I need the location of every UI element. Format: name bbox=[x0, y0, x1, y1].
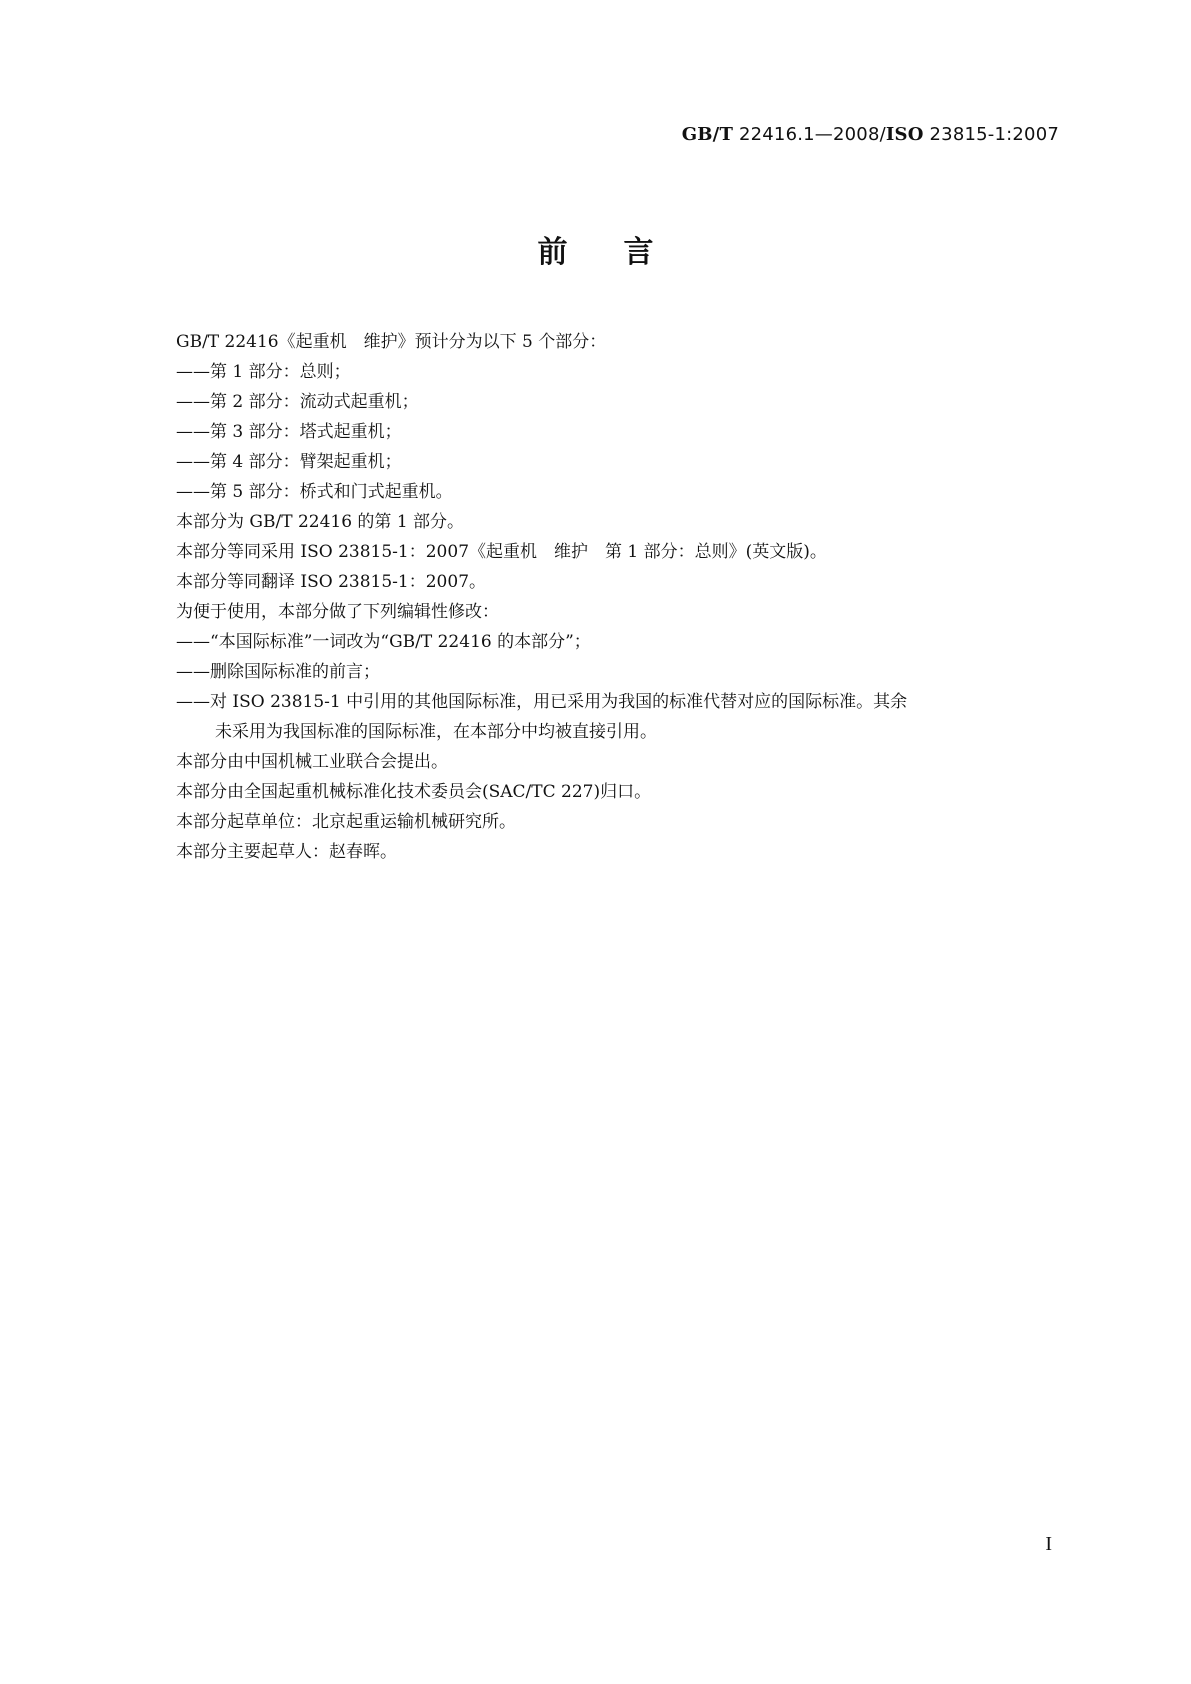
paragraph-line: 本部分等同翻译 ISO 23815-1：2007。 bbox=[176, 572, 487, 592]
foreword-body bbox=[176, 327, 1066, 867]
paragraph-line: 本部分由中国机械工业联合会提出。 bbox=[176, 752, 448, 772]
list-item: ——第 1 部分：总则； bbox=[176, 362, 351, 382]
header-iso-code: ISO bbox=[885, 124, 924, 145]
paragraph-line: 本部分主要起草人：赵春晖。 bbox=[176, 842, 397, 862]
paragraph-line: 本部分起草单位：北京起重运输机械研究所。 bbox=[176, 812, 516, 832]
list-item-continuation: 未采用为我国标准的国际标准，在本部分中均被直接引用。 bbox=[215, 722, 657, 742]
header-gb-number: 22416.1—2008/ bbox=[738, 124, 886, 145]
page-number: I bbox=[1045, 1533, 1052, 1555]
paragraph-line: 本部分等同采用 ISO 23815-1：2007《起重机 维护 第 1 部分：总则》(英文版)。 bbox=[176, 542, 827, 562]
paragraph-line: 本部分为 GB/T 22416 的第 1 部分。 bbox=[176, 512, 465, 532]
paragraph-line: 本部分由全国起重机械标准化技术委员会(SAC/TC 227)归口。 bbox=[176, 782, 652, 802]
list-item: ——对 ISO 23815-1 中引用的其他国际标准，用已采用为我国的标准代替对应的国际标准。其余 bbox=[176, 692, 908, 712]
list-item: ——第 4 部分：臂架起重机； bbox=[176, 452, 402, 472]
page-title: 前言 bbox=[537, 235, 710, 270]
list-item: ——“本国际标准”一词改为“GB/T 22416 的本部分”； bbox=[176, 632, 591, 652]
header-gb-code: GB/T bbox=[681, 124, 734, 145]
header-iso-number: 23815-1:2007 bbox=[929, 124, 1059, 145]
list-item: ——删除国际标准的前言； bbox=[176, 662, 380, 682]
list-item: ——第 3 部分：塔式起重机； bbox=[176, 422, 402, 442]
list-item: ——第 2 部分：流动式起重机； bbox=[176, 392, 419, 412]
list-item: ——第 5 部分：桥式和门式起重机。 bbox=[176, 482, 453, 502]
paragraph-line: 为便于使用，本部分做了下列编辑性修改： bbox=[176, 602, 499, 622]
paragraph-line: GB/T 22416《起重机 维护》预计分为以下 5 个部分： bbox=[176, 332, 607, 352]
page-header bbox=[682, 124, 1059, 145]
